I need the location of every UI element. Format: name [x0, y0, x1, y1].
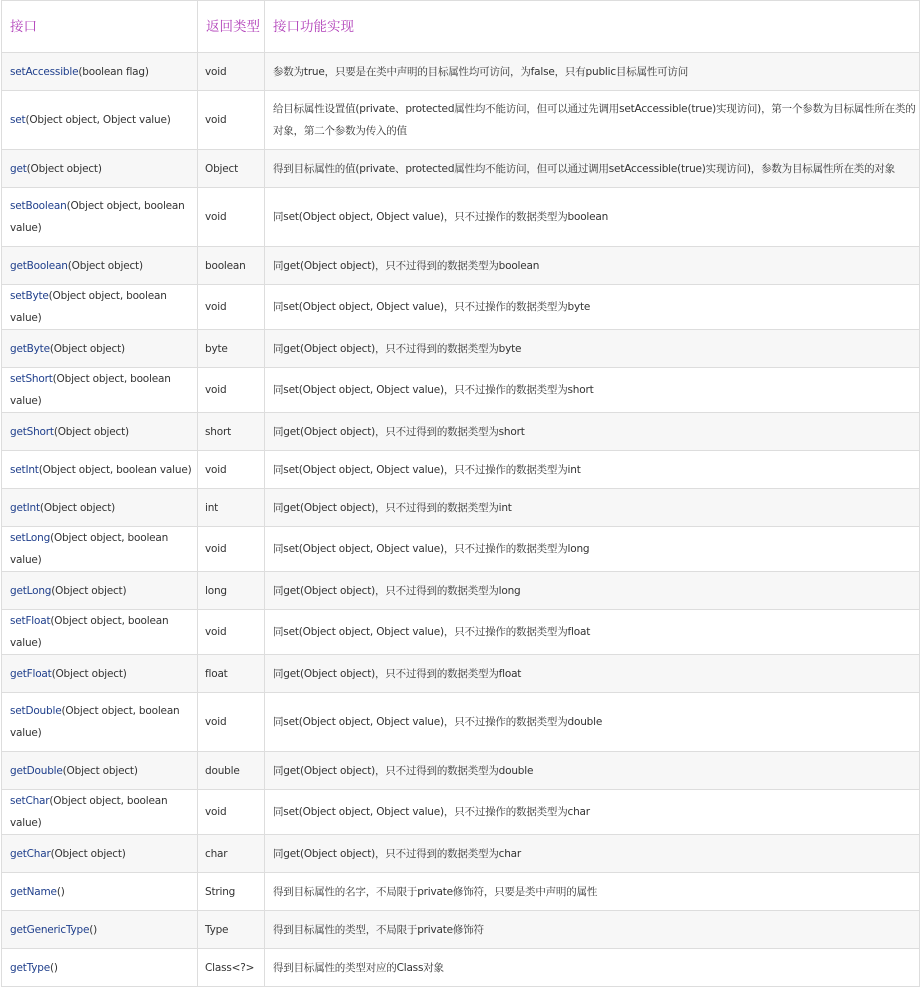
description-cell: 同get(Object object)，只不过得到的数据类型为long	[265, 572, 920, 610]
description-cell: 同set(Object object, Object value)，只不过操作的数据类型为long	[265, 527, 920, 572]
interface-cell	[2, 790, 198, 835]
return-type-cell: Object	[198, 150, 265, 188]
description-cell: 给目标属性设置值(private、protected属性均不能访问，但可以通过先调用setAccessible(true)实现访问)，第一个参数为目标属性所在类的对象，第二个参数为传入的值	[265, 91, 920, 150]
return-type-cell: Type	[198, 911, 265, 949]
table-row	[2, 285, 920, 330]
method-params: (boolean flag)	[78, 65, 149, 78]
interface-cell	[2, 655, 198, 693]
method-params: (Object object)	[39, 501, 116, 514]
return-type-cell: void	[198, 285, 265, 330]
description-cell: 同set(Object object, Object value)，只不过操作的数据类型为float	[265, 610, 920, 655]
interface-cell	[2, 693, 198, 752]
description-cell: 同set(Object object, Object value)，只不过操作的数据类型为int	[265, 451, 920, 489]
method-name-link[interactable]: getShort	[10, 425, 54, 438]
description-cell: 同get(Object object)，只不过得到的数据类型为double	[265, 752, 920, 790]
method-name-link[interactable]: getInt	[10, 501, 40, 514]
method-params: (Object object, boolean value)	[10, 200, 185, 234]
description-cell: 同get(Object object)，只不过得到的数据类型为short	[265, 413, 920, 451]
method-name-link[interactable]: setAccessible	[10, 65, 79, 78]
method-params: (Object object, boolean value)	[10, 373, 171, 407]
return-type-cell: char	[198, 835, 265, 873]
method-params: (Object object)	[62, 764, 138, 777]
interface-cell	[2, 413, 198, 451]
description-cell: 同get(Object object)，只不过得到的数据类型为boolean	[265, 247, 920, 285]
api-table	[1, 0, 920, 987]
interface-cell	[2, 330, 198, 368]
method-params: (Object object, boolean value)	[10, 532, 169, 566]
return-type-cell: void	[198, 693, 265, 752]
table-row	[2, 693, 920, 752]
method-params: (Object object)	[51, 667, 127, 680]
description-cell: 同set(Object object, Object value)，只不过操作的数据类型为double	[265, 693, 920, 752]
method-name-link[interactable]: set	[10, 114, 26, 126]
table-row	[2, 150, 920, 188]
table-row	[2, 368, 920, 413]
method-name-link[interactable]: setLong	[10, 532, 51, 544]
header-function: 接口功能实现	[265, 1, 920, 53]
description-cell: 同set(Object object, Object value)，只不过操作的数据类型为byte	[265, 285, 920, 330]
method-params: ()	[89, 923, 98, 936]
interface-cell	[2, 873, 198, 911]
table-row	[2, 330, 920, 368]
return-type-cell: int	[198, 489, 265, 527]
method-name-link[interactable]: setFloat	[10, 615, 51, 627]
method-name-link[interactable]: setByte	[10, 290, 49, 302]
description-cell: 同get(Object object)，只不过得到的数据类型为float	[265, 655, 920, 693]
method-name-link[interactable]: getBoolean	[10, 259, 68, 272]
method-params: (Object object)	[53, 425, 129, 438]
table-row	[2, 835, 920, 873]
return-type-cell: void	[198, 527, 265, 572]
return-type-cell: Class<?>	[198, 949, 265, 987]
method-name-link[interactable]: getName	[10, 885, 57, 898]
interface-cell	[2, 247, 198, 285]
method-params: (Object object, boolean value)	[10, 705, 180, 739]
description-cell: 同get(Object object)，只不过得到的数据类型为char	[265, 835, 920, 873]
table-row	[2, 527, 920, 572]
method-params: (Object object)	[49, 342, 125, 355]
method-params: (Object object)	[50, 847, 126, 860]
table-row	[2, 610, 920, 655]
method-name-link[interactable]: getFloat	[10, 667, 52, 680]
method-name-link[interactable]: setChar	[10, 795, 50, 807]
return-type-cell: void	[198, 790, 265, 835]
description-cell: 同set(Object object, Object value)，只不过操作的数据类型为boolean	[265, 188, 920, 247]
table-row	[2, 790, 920, 835]
return-type-cell: void	[198, 188, 265, 247]
interface-cell	[2, 91, 198, 150]
interface-cell	[2, 489, 198, 527]
method-params: (Object object, boolean value)	[10, 290, 167, 324]
interface-cell	[2, 610, 198, 655]
table-row	[2, 489, 920, 527]
description-cell: 得到目标属性的类型，不局限于private修饰符	[265, 911, 920, 949]
description-cell: 参数为true，只要是在类中声明的目标属性均可访问，为false，只有public目标属性可访问	[265, 53, 920, 91]
table-row	[2, 247, 920, 285]
method-name-link[interactable]: setInt	[10, 463, 39, 476]
description-cell: 得到目标属性的值(private、protected属性均不能访问，但可以通过调用setAccessible(true)实现访问)，参数为目标属性所在类的对象	[265, 150, 920, 188]
return-type-cell: long	[198, 572, 265, 610]
method-name-link[interactable]: setDouble	[10, 705, 62, 717]
description-cell: 同set(Object object, Object value)，只不过操作的数据类型为short	[265, 368, 920, 413]
method-name-link[interactable]: get	[10, 162, 27, 175]
interface-cell	[2, 368, 198, 413]
interface-cell	[2, 911, 198, 949]
method-name-link[interactable]: getGenericType	[10, 923, 90, 936]
table-row	[2, 188, 920, 247]
return-type-cell: void	[198, 368, 265, 413]
table-row	[2, 91, 920, 150]
return-type-cell: boolean	[198, 247, 265, 285]
header-row	[2, 1, 920, 53]
return-type-cell: double	[198, 752, 265, 790]
method-name-link[interactable]: setShort	[10, 373, 53, 385]
return-type-cell: void	[198, 53, 265, 91]
method-name-link[interactable]: getType	[10, 961, 50, 974]
interface-cell	[2, 451, 198, 489]
table-row	[2, 413, 920, 451]
table-row	[2, 873, 920, 911]
return-type-cell: void	[198, 610, 265, 655]
return-type-cell: void	[198, 451, 265, 489]
method-params: (Object object, boolean value)	[38, 463, 192, 476]
table-row	[2, 53, 920, 91]
method-params: (Object object)	[51, 584, 127, 597]
table-row	[2, 655, 920, 693]
description-cell: 得到目标属性的类型对应的Class对象	[265, 949, 920, 987]
method-name-link[interactable]: getLong	[10, 584, 52, 597]
return-type-cell: short	[198, 413, 265, 451]
interface-cell	[2, 150, 198, 188]
description-cell: 同set(Object object, Object value)，只不过操作的数据类型为char	[265, 790, 920, 835]
description-cell: 同get(Object object)，只不过得到的数据类型为int	[265, 489, 920, 527]
method-params: ()	[49, 961, 58, 974]
description-cell: 同get(Object object)，只不过得到的数据类型为byte	[265, 330, 920, 368]
interface-cell	[2, 53, 198, 91]
method-name-link[interactable]: getByte	[10, 342, 50, 355]
method-name-link[interactable]: getChar	[10, 847, 51, 860]
method-params: (Object object)	[67, 259, 143, 272]
api-table-body	[2, 53, 920, 987]
table-row	[2, 911, 920, 949]
return-type-cell: float	[198, 655, 265, 693]
table-row	[2, 451, 920, 489]
return-type-cell: byte	[198, 330, 265, 368]
interface-cell	[2, 188, 198, 247]
table-row	[2, 752, 920, 790]
method-params: (Object object)	[26, 162, 102, 175]
interface-cell	[2, 752, 198, 790]
return-type-cell: String	[198, 873, 265, 911]
method-params: ()	[56, 885, 65, 898]
table-row	[2, 949, 920, 987]
description-cell: 得到目标属性的名字，不局限于private修饰符，只要是类中声明的属性	[265, 873, 920, 911]
interface-cell	[2, 835, 198, 873]
method-params: (Object object, boolean value)	[10, 795, 168, 829]
interface-cell	[2, 949, 198, 987]
method-params: (Object object, boolean value)	[10, 615, 169, 649]
header-return-type: 返回类型	[198, 1, 265, 53]
interface-cell	[2, 285, 198, 330]
method-name-link[interactable]: setBoolean	[10, 200, 67, 212]
method-name-link[interactable]: getDouble	[10, 764, 63, 777]
interface-cell	[2, 572, 198, 610]
return-type-cell: void	[198, 91, 265, 150]
header-interface: 接口	[2, 1, 198, 53]
method-params: (Object object, Object value)	[25, 114, 171, 126]
table-row	[2, 572, 920, 610]
interface-cell	[2, 527, 198, 572]
